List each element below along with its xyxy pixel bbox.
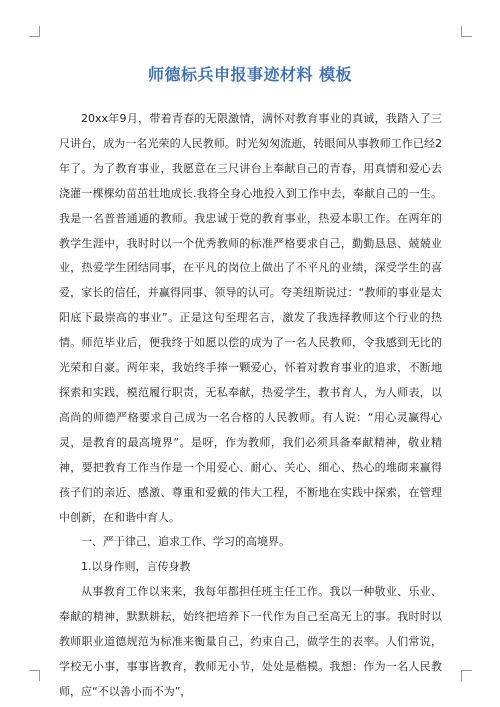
paragraph-intro: 20xx年9月，带着青春的无限激情，满怀对教育事业的真诚，我踏入了三尺讲台，成为一名光荣的人民教师。时光匆匆流逝，转眼间从事教师工作已经2年了。为了教育事业，我愿意在三尺讲台上奉献自己的青春，用真情和爱心去浇灌一棵棵幼苗茁壮地成长.我将全身心地投入到工作中去，奉献自己的一生。我是一名普普通通的教师。我忠诚于党的教育事业，热爱本职工作。在两年的教学生涯中，我时时以一个优秀教师的标准严格要求自己，勤勤恳恳、兢兢业业，热爱学生团结同事，在平凡的岗位上做出了不平凡的业绩，深受学生的喜爱，家长的信任，并赢得同事、领导的认可。夸美纽斯说过：“教师的事业是太阳底下最崇高的事业”。正是这句至理名言，激发了我选择教师这个行业的热情。师范毕业后，便我终于如愿以偿的成为了一名人民教师，令我感到无比的光荣和自豪。两年来，我始终手捧一颗爱心，怀着对教育事业的追求，不断地探索和实践，模范履行职责，无私奉献，热爱学生，教书育人，为人师表，以高尚的师德严格要求自己成为一名合格的人民教师。有人说：“用心灵赢得心灵，是教育的最高境界”。是呀，作为教师，我们必须具备奉献精神，敬业精神，要把教育工作当作是一个用爱心、耐心、关心、细心、热心的堆砌来赢得孩子们的亲近、感激、尊重和爱戴的伟大工程，不断地在实践中探索，在管理中创新，在和谐中育人。	[59, 112, 442, 524]
document-title: 师德标兵申报事迹材料 模板	[147, 65, 353, 84]
crop-mark-bottom-left	[29, 670, 40, 681]
document-body	[59, 107, 442, 705]
crop-mark-top-left	[29, 26, 40, 37]
crop-mark-top-right	[461, 26, 472, 37]
section-heading: 一、严于律己，追求工作、学习的高境界。	[81, 535, 290, 549]
paragraph-body: 从事教育工作以来来，我每年都担任班主任工作。我以一种敬业、乐业、奉献的精神，默默耕耘，始终把培养下一代作为自己至高无上的事。我时时以教师职业道德规范为标准来衡量自己，约束自己，做学生的表率。人们常说，学校无小事，事事皆教育，教师无小节，处处是楷模。我想：作为一名人民教师，应“不以善小而不为”，	[59, 585, 442, 698]
crop-mark-bottom-right	[461, 670, 472, 681]
subsection-heading: 1.以身作则，言传身教	[81, 560, 191, 574]
